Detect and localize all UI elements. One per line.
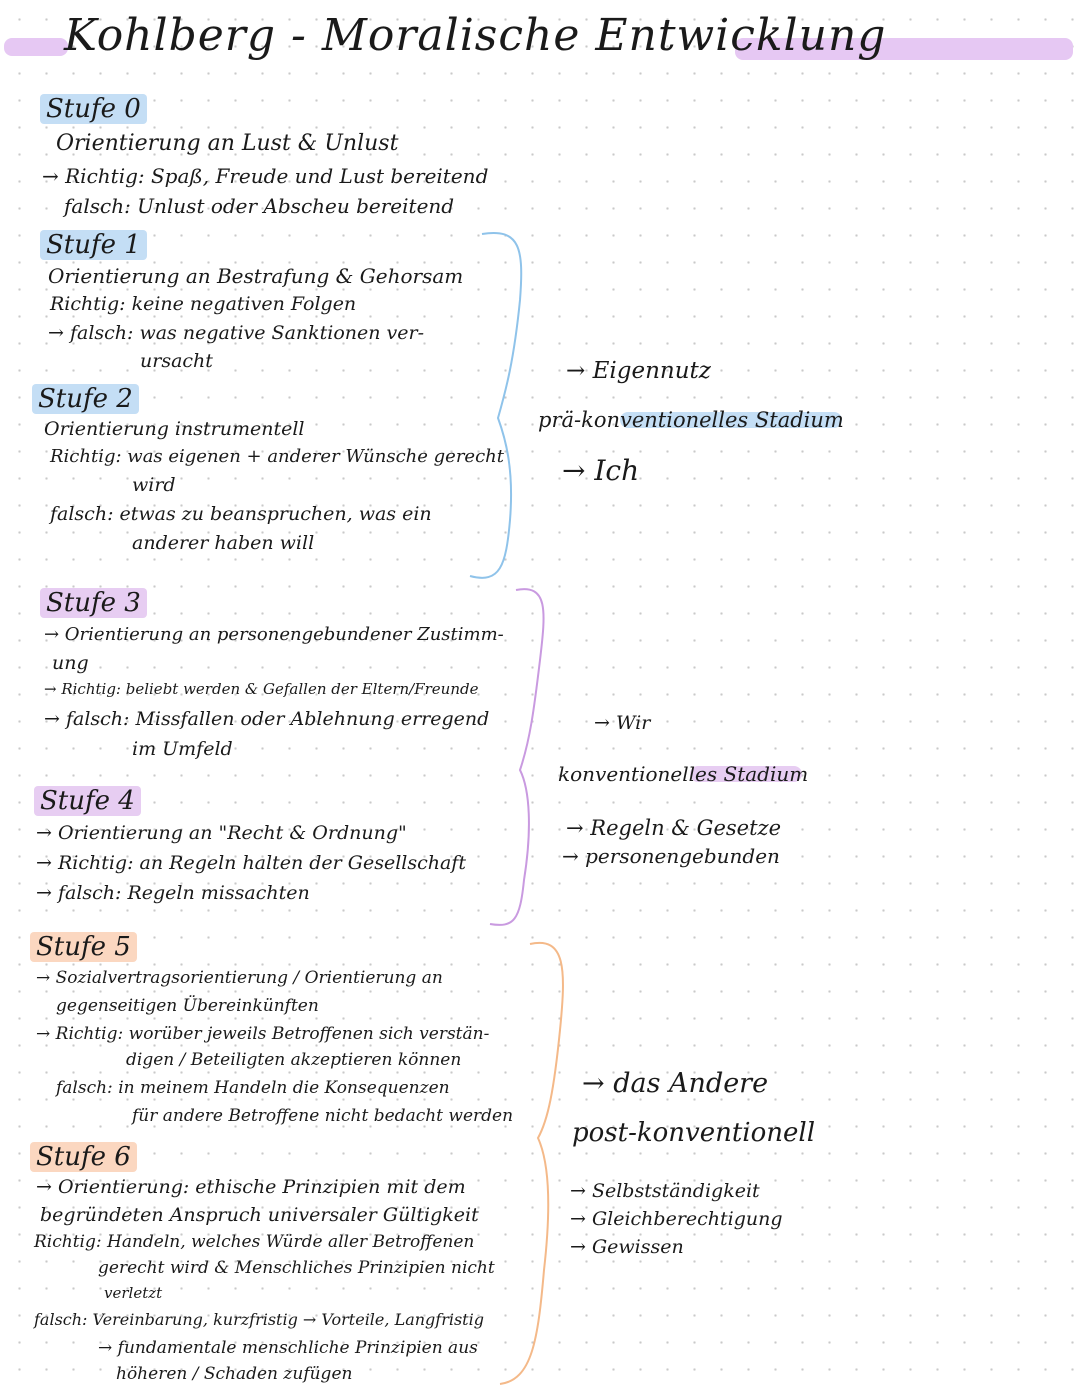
stage-2-line-1: Orientierung instrumentell [44, 418, 305, 440]
stage-2-line-3: wird [132, 474, 176, 496]
stage-4-line-2: → Richtig: an Regeln halten der Gesellschaft [36, 852, 466, 874]
stage-6-line-2: begründeten Anspruch universaler Gültigkeit [40, 1204, 479, 1226]
group-3-note-gewissen: → Gewissen [570, 1236, 684, 1258]
stage-6-line-4: gerecht wird & Menschliches Prinzipien nicht [98, 1258, 495, 1278]
stage-4-heading: Stufe 4 [34, 786, 141, 816]
stage-0-line-3: falsch: Unlust oder Abscheu bereitend [64, 194, 455, 218]
group-1-label: prä-konventionelles Stadium [538, 408, 844, 432]
stage-1-line-3: → falsch: was negative Sanktionen ver- [48, 322, 425, 344]
group-2-label: konventionelles Stadium [558, 762, 809, 786]
group-3-note-andere: → das Andere [582, 1068, 769, 1099]
stage-4-line-1: → Orientierung an "Recht & Ordnung" [36, 822, 407, 844]
stage-0-heading: Stufe 0 [40, 94, 147, 124]
stage-1-line-1: Orientierung an Bestrafung & Gehorsam [48, 264, 464, 288]
stage-6-line-1: → Orientierung: ethische Prinzipien mit dem [36, 1176, 466, 1198]
group-2-note-personengebunden: → personengebunden [562, 844, 780, 868]
stage-4-line-3: → falsch: Regeln missachten [36, 882, 310, 904]
stage-5-line-4: digen / Beteiligten akzeptieren können [126, 1050, 462, 1070]
stage-3-line-3: → Richtig: beliebt werden & Gefallen der Eltern/Freunde [44, 680, 479, 698]
stage-2-line-4: falsch: etwas zu beanspruchen, was ein [50, 503, 432, 525]
stage-3-heading: Stufe 3 [40, 588, 147, 618]
stage-5-line-1: → Sozialvertragsorientierung / Orientierung an [36, 968, 443, 988]
group-3-note-selbststaendigkeit: → Selbstständigkeit [570, 1180, 760, 1202]
stage-6-line-6: falsch: Vereinbarung, kurzfristig → Vorteile, Langfristig [34, 1310, 484, 1329]
stage-2-heading: Stufe 2 [32, 384, 139, 414]
group-3-note-gleichberechtigung: → Gleichberechtigung [570, 1208, 783, 1230]
stage-1-line-4: ursacht [140, 350, 213, 372]
stage-6-line-7: → fundamentale menschliche Prinzipien aus [98, 1338, 478, 1358]
stage-6-line-5: verletzt [104, 1284, 163, 1302]
stage-0-line-2: → Richtig: Spaß, Freude und Lust bereitend [42, 164, 489, 188]
stage-0-line-1: Orientierung an Lust & Unlust [56, 131, 399, 156]
stage-1-heading: Stufe 1 [40, 230, 147, 260]
stage-3-line-1: → Orientierung an personengebundener Zustimm- [44, 624, 504, 645]
stage-5-line-3: → Richtig: worüber jeweils Betroffenen sich verstän- [36, 1024, 490, 1044]
page-title: Kohlberg - Moralische Entwicklung [64, 10, 887, 61]
stage-3-line-4: → falsch: Missfallen oder Ablehnung erregend [44, 708, 490, 730]
group-1-note-ich: → Ich [562, 454, 640, 487]
stage-5-line-6: für andere Betroffene nicht bedacht werden [132, 1106, 514, 1126]
title-highlight-left [4, 38, 68, 56]
group-2-note-wir: → Wir [594, 712, 651, 734]
group-3-label: post-konventionell [572, 1118, 816, 1148]
stage-5-line-2: gegenseitigen Übereinkünften [56, 996, 319, 1016]
brace-postconventional [500, 943, 563, 1384]
stage-2-line-5: anderer haben will [132, 532, 315, 554]
stage-2-line-2: Richtig: was eigenen + anderer Wünsche gerecht [50, 446, 504, 467]
group-1-note-eigennutz: → Eigennutz [566, 358, 711, 384]
stage-6-line-8: höheren / Schaden zufügen [116, 1364, 353, 1384]
stage-5-line-5: falsch: in meinem Handeln die Konsequenzen [56, 1078, 450, 1098]
stage-6-heading: Stufe 6 [30, 1142, 137, 1172]
stage-3-line-2: ung [52, 652, 89, 674]
stage-6-line-3: Richtig: Handeln, welches Würde aller Betroffenen [34, 1232, 475, 1252]
group-2-note-regeln: → Regeln & Gesetze [566, 816, 782, 840]
brace-preconventional [470, 233, 521, 578]
stage-3-line-5: im Umfeld [132, 738, 233, 760]
stage-1-line-2: Richtig: keine negativen Folgen [50, 293, 357, 315]
stage-5-heading: Stufe 5 [30, 932, 137, 962]
